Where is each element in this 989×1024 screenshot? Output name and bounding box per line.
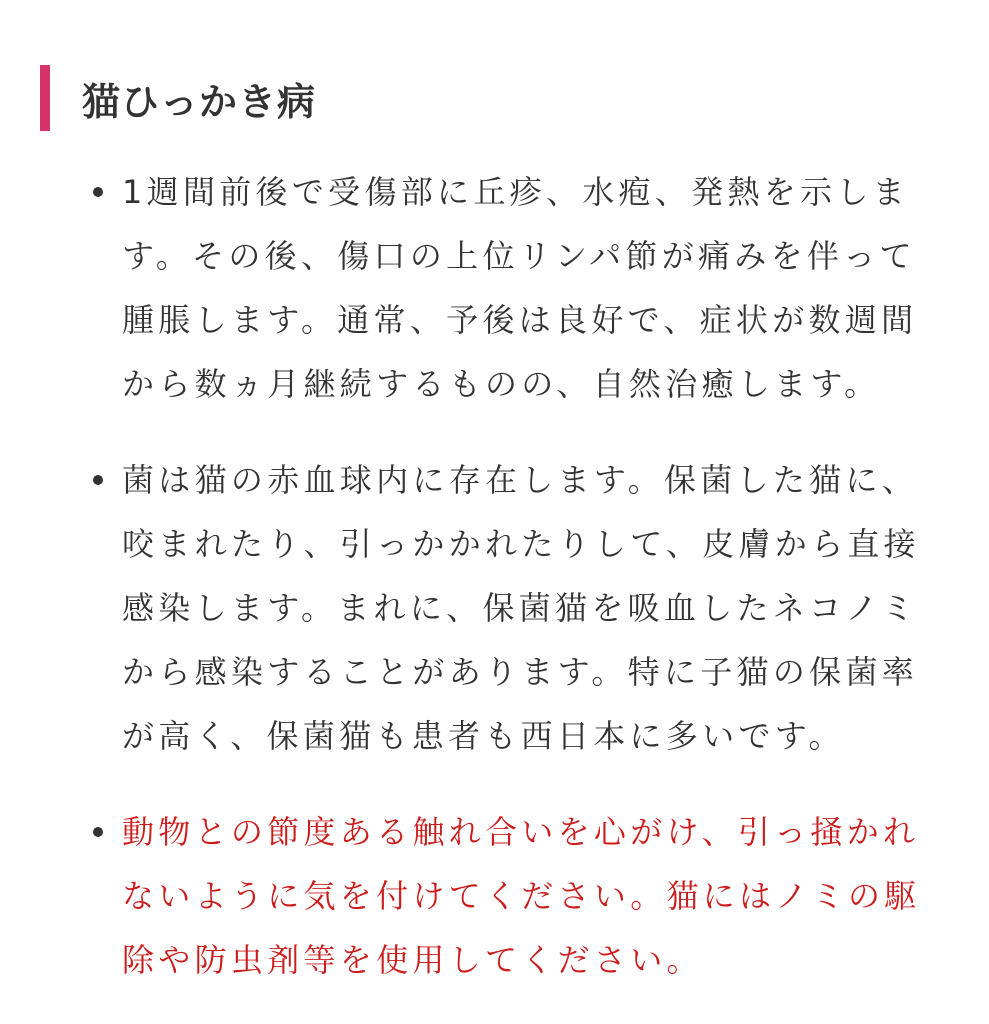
list-item-text: 菌は猫の赤血球内に存在します。保菌した猫に、咬まれたり、引っかかれたりして、皮膚から直接感染します。まれに、保菌猫を吸血したネコノミから感染することがあります。特に子猫の保菌率が高く、保菌猫も患者も西日本に多いです。: [122, 461, 920, 755]
info-list: [90, 160, 950, 1024]
warning-list-item: [90, 800, 950, 992]
warning-text: 動物との節度ある触れ合いを心がけ、引っ掻かれないように気を付けてください。猫にはノミの駆除や防虫剤等を使用してください。: [122, 813, 921, 979]
section-title: 猫ひっかき病: [82, 79, 317, 124]
heading-accent-bar: [40, 65, 50, 131]
section-heading: [40, 65, 316, 131]
list-item: [90, 448, 950, 768]
bullet-icon: [93, 827, 103, 837]
bullet-icon: [93, 475, 103, 485]
bullet-icon: [93, 187, 103, 197]
list-item: [90, 160, 950, 416]
list-item-text: 1週間前後で受傷部に丘疹、水疱、発熱を示します。その後、傷口の上位リンパ節が痛みを伴って腫脹します。通常、予後は良好で、症状が数週間から数ヵ月継続するものの、自然治癒します。: [122, 173, 918, 403]
